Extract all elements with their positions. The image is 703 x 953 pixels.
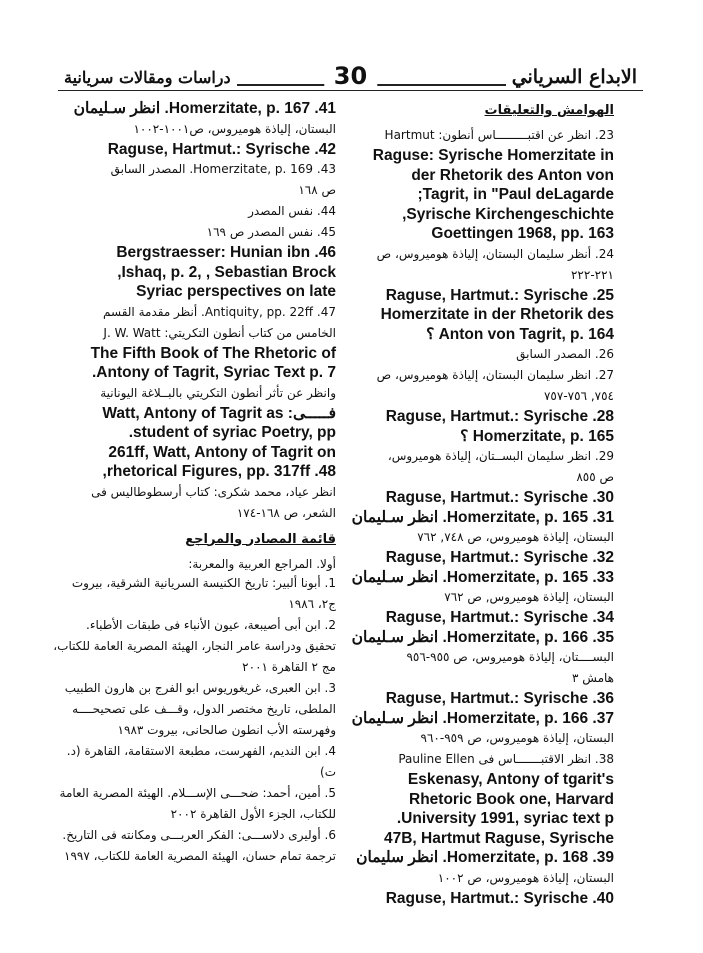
text-line: 31. Homerzitate, p. 165. انظر سـليمان <box>351 508 614 526</box>
text-line: Goettingen 1968, pp. 163 <box>431 225 614 242</box>
text-line: ص ٨٥٥ <box>576 470 614 484</box>
sources-list <box>53 574 336 866</box>
text-line: University 1991, syriac text p. <box>396 810 614 827</box>
text-line: وفهرسته الأب انطون صالحانى، بيروت ١٩٨٣ <box>117 722 336 737</box>
text-line: 48. rhetorical Figures, pp. 317ff, <box>102 463 336 480</box>
text-line: انظر عياد، محمد شكرى: كتاب أرسطوطاليس فى <box>91 484 336 499</box>
text-line: Homerzitate, p. 165 ؟ <box>460 427 614 445</box>
text-line: 3. ابن العبرى، غريغوريوس ابو الفرج بن هارون الطبيب <box>64 680 336 695</box>
text-line: البستان، إلياذة هوميروس، ص١٠٠١-١٠٠٢ <box>133 121 336 136</box>
text-line: هامش ٣ <box>572 671 614 685</box>
text-line: الخامس من كتاب أنطون التكريتي: J. W. Watt <box>103 325 336 340</box>
text-line: 47B, Hartmut Raguse, Syrische <box>383 829 614 847</box>
text-line: البستان، إلياذة هوميروس، ص ٧٤٨, ٧٦٢ <box>417 530 614 544</box>
text-line: ترجمة تمام حسان، الهيئة المصرية العامة للكتاب، ١٩٩٧ <box>64 848 336 863</box>
header-rule-thin <box>58 90 643 91</box>
text-line: 45. نفس المصدر ص ١٦٩ <box>206 225 336 239</box>
text-line: ج٢، ١٩٨٦ <box>288 596 336 611</box>
text-line: 38. انظر الاقتبـــــــاس فى Pauline Ellen <box>398 752 614 766</box>
text-line: 23. انظر عن اقتبـــــــــاس أنطون: Hartmut <box>384 128 614 142</box>
text-line: Anton von Tagrit, p. 164 ؟ <box>426 325 614 343</box>
text-line: 34. Raguse, Hartmut.: Syrische <box>385 609 614 626</box>
text-line: 36. Raguse, Hartmut.: Syrische <box>385 690 614 707</box>
text-line: للكتاب، الجزء الأول القاهرة ٢٠٠٢ <box>170 806 336 821</box>
text-line: Ishaq, p. 2, , Sebastian Brock, <box>117 263 336 281</box>
text-line: ت) <box>320 764 336 779</box>
text-line: Tagrit, in "Paul deLagarde; <box>417 186 614 203</box>
text-line: Rhetoric Book one, Harvard <box>409 790 614 808</box>
text-line: البستان، إلياذة هوميروس, ص ٧٦٢ <box>444 590 614 604</box>
text-line: Syriac perspectives on late <box>136 283 336 300</box>
text-line: 28. Raguse, Hartmut.: Syrische <box>385 408 614 425</box>
text-line: Syrische Kirchengeschichte, <box>402 205 614 223</box>
text-line: student of syriac Poetry, pp. <box>128 424 336 441</box>
text-line: البستان، إلياذة هوميروس، ص ١٠٠٢ <box>437 870 614 885</box>
text-line: 46. Bergstraesser: Hunian ibn <box>116 244 336 261</box>
text-line: Eskenasy, Antony of tgarit's <box>407 771 614 788</box>
text-line: 30. Raguse, Hartmut.: Syrische <box>385 489 614 506</box>
text-line: 44. نفس المصدر <box>248 204 336 218</box>
text-line: 40. Raguse, Hartmut.: Syrische <box>385 889 614 907</box>
text-line: 33. Homerzitate, p. 165. انظر سـليمان <box>351 568 614 586</box>
text-line: 29. انظر سليمان البســتان، إلياذة هوميروس، <box>387 449 614 463</box>
text-line: der Rhetorik des Anton von <box>411 166 614 184</box>
footnotes-list-continued <box>73 100 336 523</box>
text-line: Raguse: Syrische Homerzitate in <box>372 147 614 164</box>
text-line: مج ٢ القاهرة ٢٠٠١ <box>242 659 336 674</box>
sources-heading: قائمة المصادر والمراجع <box>185 531 336 547</box>
text-line: تحقيق ودراسة عامر النجار، الهيئة المصرية العامة للكتاب، <box>53 638 336 653</box>
text-line: 42. Raguse, Hartmut.: Syrische <box>107 140 336 158</box>
text-line: 43. Homerzitate, p. 169. المصدر السابق <box>110 162 336 176</box>
text-line: 27. انظر سليمان البستان، إلياذة هوميروس، ص <box>376 368 614 382</box>
section-title: دراسات ومقالات سريانية <box>58 68 237 87</box>
text-line: 4. ابن النديم، الفهرست، مطبعة الاستقامة، القاهرة (د. <box>66 743 336 758</box>
text-line: The Fifth Book of The Rhetoric of <box>90 344 336 362</box>
text-line: 41. Homerzitate, p. 167. انظر سـليمان <box>73 100 336 117</box>
page-header <box>58 62 643 96</box>
text-line: وانظر عن تأثر أنطون التكريتي بالبــلاغة اليونانية <box>100 385 336 400</box>
text-line: 2. ابن أبى أصيبعة، عيون الأنباء فى طبقات الأطباء. <box>86 617 336 632</box>
left-column <box>53 100 336 868</box>
page-number: 30 <box>324 62 377 90</box>
journal-title: الابداع السرياني <box>506 66 643 88</box>
text-line: 37. Homerzitate, p. 166. انظر سـليمان <box>351 709 614 727</box>
text-line: 35. Homerzitate, p. 166. انظر سـليمان <box>351 628 614 646</box>
text-line: البســــتان، إلياذة هوميروس، ص ٩٥٥-٩٥٦ <box>406 650 614 664</box>
text-line: 39. Homerzitate, p. 168. انظر سليمان <box>356 849 614 866</box>
text-line: 32. Raguse, Hartmut.: Syrische <box>385 549 614 566</box>
text-line: Antony of Tagrit, Syriac Text p. 7. <box>91 364 336 381</box>
text-line: 47. Antiquity, pp. 22ff. أنظر مقدمة القسم <box>103 304 336 319</box>
right-column <box>351 100 614 909</box>
text-line: 261ff, Watt, Antony of Tagrit on <box>108 443 336 461</box>
text-line: 26. المصدر السابق <box>516 347 614 361</box>
text-line: 1. أبونا ألبير: تاريخ الكنيسة السريانية الشرقية، بيروت <box>71 575 336 590</box>
text-line: Homerzitate in der Rhetorik des <box>380 306 614 323</box>
text-line: 24. أنظر سليمان البستان، إلياذة هوميروس، ص <box>376 246 614 261</box>
text-line: ٢٢١-٢٢٢ <box>570 267 614 282</box>
text-line: البستان، إلياذة هوميروس، ص ٩٥٩-٩٦٠ <box>420 731 614 745</box>
text-line: الملطى، تاريخ مختصر الدول، وقـــف على تصحيحــــه <box>72 701 336 716</box>
text-line: الشعر، ص ١٦٨-١٧٤ <box>236 505 336 520</box>
text-line: 6. أوليرى دلاســـى: الفكر العربـــى ومكانته فى التاريخ. <box>62 827 336 842</box>
footnotes-list <box>351 126 614 907</box>
text-line: ص ١٦٨ <box>298 183 336 197</box>
text-line: فـــــى: Watt, Antony of Tagrit as <box>102 404 336 422</box>
text-line: 25. Raguse, Hartmut.: Syrische <box>385 286 614 304</box>
footnotes-heading: الهوامش والتعليقات <box>484 103 614 118</box>
text-line: ٧٥٤, ٧٥٦-٧٥٧ <box>543 389 614 403</box>
text-line: 5. أمين، أحمد: ضحـــى الإســـلام. الهيئة المصرية العامة <box>59 785 336 800</box>
sources-subheading: أولا. المراجع العربية والمعربة: <box>188 556 336 571</box>
